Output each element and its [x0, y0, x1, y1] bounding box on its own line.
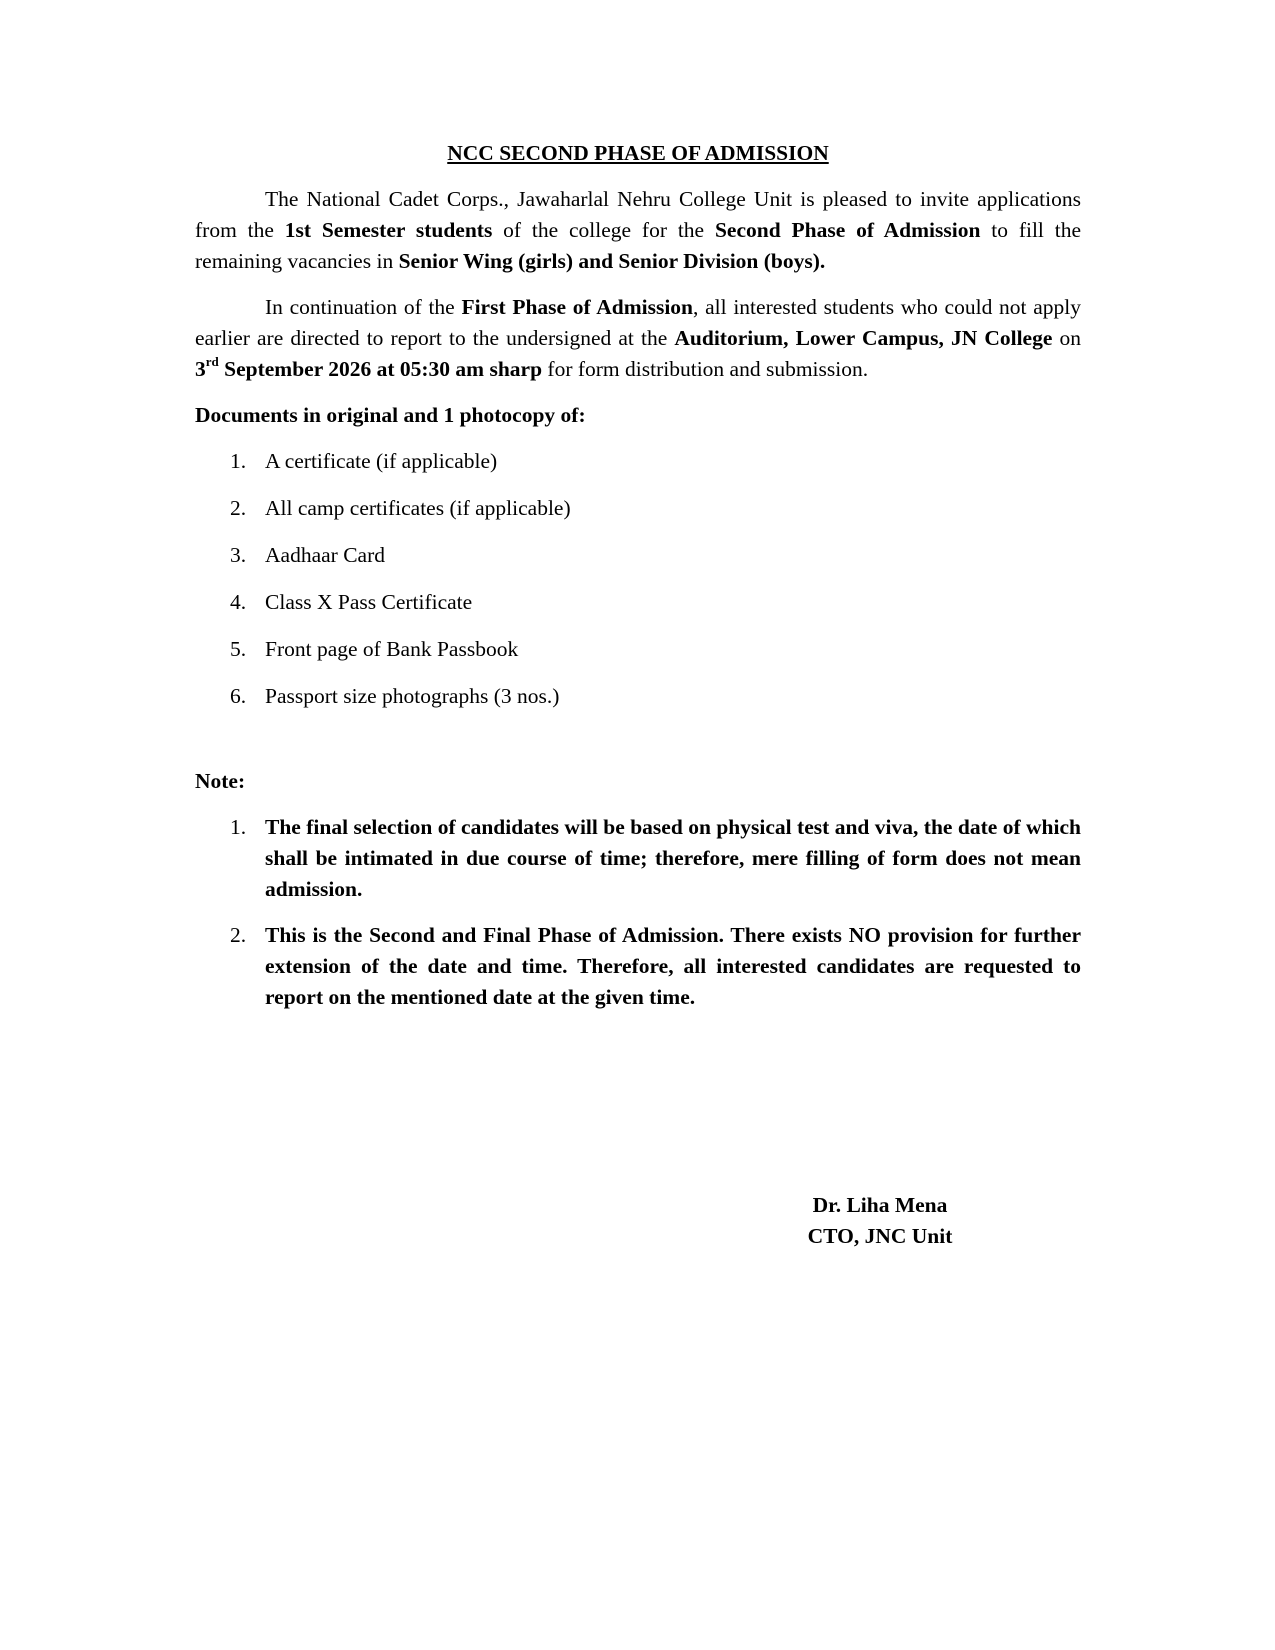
venue-paragraph	[195, 292, 1081, 385]
signature-block	[780, 1190, 980, 1252]
list-item-text: All camp certificates (if applicable)	[265, 496, 571, 520]
list-item	[195, 446, 1081, 477]
venue-bold-first-phase: First Phase of Admission	[461, 295, 694, 319]
list-item	[195, 634, 1081, 665]
list-item	[195, 540, 1081, 571]
list-item	[195, 681, 1081, 712]
list-item-number: 2.	[230, 496, 247, 520]
intro-bold-phase: Second Phase of Admission	[714, 218, 981, 242]
intro-paragraph	[195, 184, 1081, 277]
note-item	[195, 812, 1081, 905]
list-item-text: Passport size photographs (3 nos.)	[265, 684, 560, 708]
list-item-number: 5.	[230, 637, 247, 661]
page-title: NCC SECOND PHASE OF ADMISSION	[447, 141, 829, 165]
list-item	[195, 493, 1081, 524]
documents-heading: Documents in original and 1 photocopy of:	[195, 403, 586, 427]
note-item-number: 1.	[230, 815, 247, 839]
list-item-number: 3.	[230, 543, 247, 567]
notes-list	[195, 812, 1081, 1013]
list-item-number: 6.	[230, 684, 247, 708]
note-item-text: The final selection of candidates will be based on physical test and viva, the date of which shall be intimated in due course of time; therefore, mere filling of form does not mean admission.	[265, 815, 1081, 901]
venue-date-ordinal: rd	[205, 353, 219, 369]
note-item-number: 2.	[230, 923, 247, 947]
venue-text-3: on	[1052, 326, 1081, 350]
venue-date-day: 3	[195, 357, 206, 381]
venue-text-1: In continuation of the	[265, 295, 462, 319]
intro-bold-semester: 1st Semester students	[284, 218, 493, 242]
intro-bold-wings: Senior Wing (girls) and Senior Division (boys).	[398, 249, 826, 273]
note-item-text: This is the Second and Final Phase of Admission. There exists NO provision for further extension of the date and time. Therefore, all interested candidates are requested to report on the mentioned date at the given time.	[265, 923, 1081, 1009]
list-item-text: Class X Pass Certificate	[265, 590, 473, 614]
list-item-text: Front page of Bank Passbook	[265, 637, 519, 661]
intro-text-1: The National Cadet Corps., Jawaharlal Nehru College Unit is pleased to invite applications from the	[195, 187, 1081, 242]
intro-text-2: of the college for the	[492, 218, 715, 242]
list-item-text: Aadhaar Card	[265, 543, 385, 567]
list-item-number: 4.	[230, 590, 247, 614]
documents-list	[195, 446, 1081, 712]
venue-bold-location: Auditorium, Lower Campus, JN College	[674, 326, 1053, 350]
note-heading: Note:	[195, 769, 246, 793]
note-item	[195, 920, 1081, 1013]
list-item	[195, 587, 1081, 618]
signatory-designation: CTO, JNC Unit	[807, 1224, 953, 1248]
venue-bold-date	[195, 353, 543, 381]
list-item-number: 1.	[230, 449, 247, 473]
intro-text-3: to fill the remaining vacancies in	[195, 218, 1081, 273]
venue-date-rest: September 2026 at 05:30 am sharp	[218, 357, 543, 381]
list-item-text: A certificate (if applicable)	[265, 449, 498, 473]
signatory-name: Dr. Liha Mena	[812, 1193, 948, 1217]
notice-body	[195, 138, 1081, 1028]
venue-text-2: , all interested students who could not apply earlier are directed to report to the undersigned at the	[195, 295, 1081, 350]
venue-text-4: for form distribution and submission.	[542, 357, 869, 381]
